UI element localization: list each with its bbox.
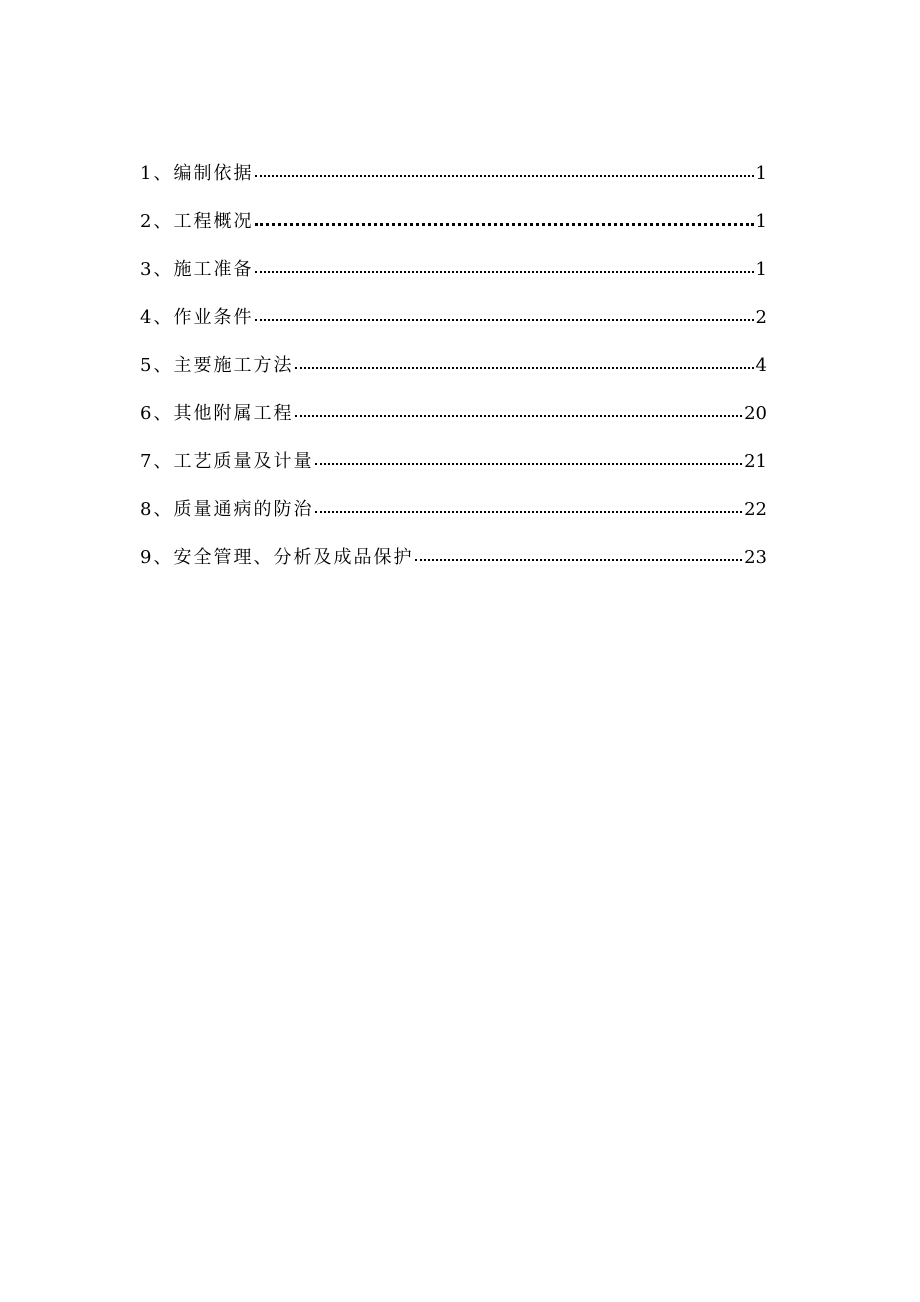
toc-entry[interactable] [140, 492, 767, 540]
toc-dot-leader [255, 303, 753, 323]
toc-dot-leader [255, 207, 753, 227]
toc-dot-leader [295, 399, 742, 419]
toc-entry-title: 5、主要施工方法 [140, 355, 294, 376]
toc-entry-page: 20 [744, 403, 767, 424]
toc-entry-page: 1 [755, 163, 767, 184]
toc-dot-leader [315, 495, 742, 515]
toc-dot-leader [415, 543, 742, 563]
toc-entry[interactable] [140, 300, 767, 348]
toc-dot-leader [255, 159, 753, 179]
toc-entry[interactable] [140, 444, 767, 492]
toc-entry-title: 6、其他附属工程 [140, 403, 294, 424]
toc-entry-page: 4 [755, 355, 767, 376]
toc-entry-page: 2 [755, 307, 767, 328]
toc-entry-title: 7、工艺质量及计量 [140, 451, 314, 472]
toc-entry[interactable] [140, 252, 767, 300]
toc-entry-page: 22 [744, 499, 767, 520]
toc-entry-page: 1 [755, 211, 767, 232]
toc-entry-page: 23 [744, 547, 767, 568]
toc-entry-title: 8、质量通病的防治 [140, 499, 314, 520]
toc-dot-leader [255, 255, 753, 275]
toc-entry-title: 2、工程概况 [140, 211, 254, 232]
toc-entry-title: 9、安全管理、分析及成品保护 [140, 547, 414, 568]
toc-entry-page: 21 [744, 451, 767, 472]
toc-entry[interactable] [140, 204, 767, 252]
toc-entry-page: 1 [755, 259, 767, 280]
toc-entry-title: 3、施工准备 [140, 259, 254, 280]
toc-entry-title: 1、编制依据 [140, 163, 254, 184]
toc-entry[interactable] [140, 348, 767, 396]
toc-dot-leader [295, 351, 753, 371]
toc-entry[interactable] [140, 156, 767, 204]
toc-entry-title: 4、作业条件 [140, 307, 254, 328]
table-of-contents [140, 156, 767, 588]
toc-dot-leader [315, 447, 742, 467]
toc-entry[interactable] [140, 396, 767, 444]
toc-entry[interactable] [140, 540, 767, 588]
